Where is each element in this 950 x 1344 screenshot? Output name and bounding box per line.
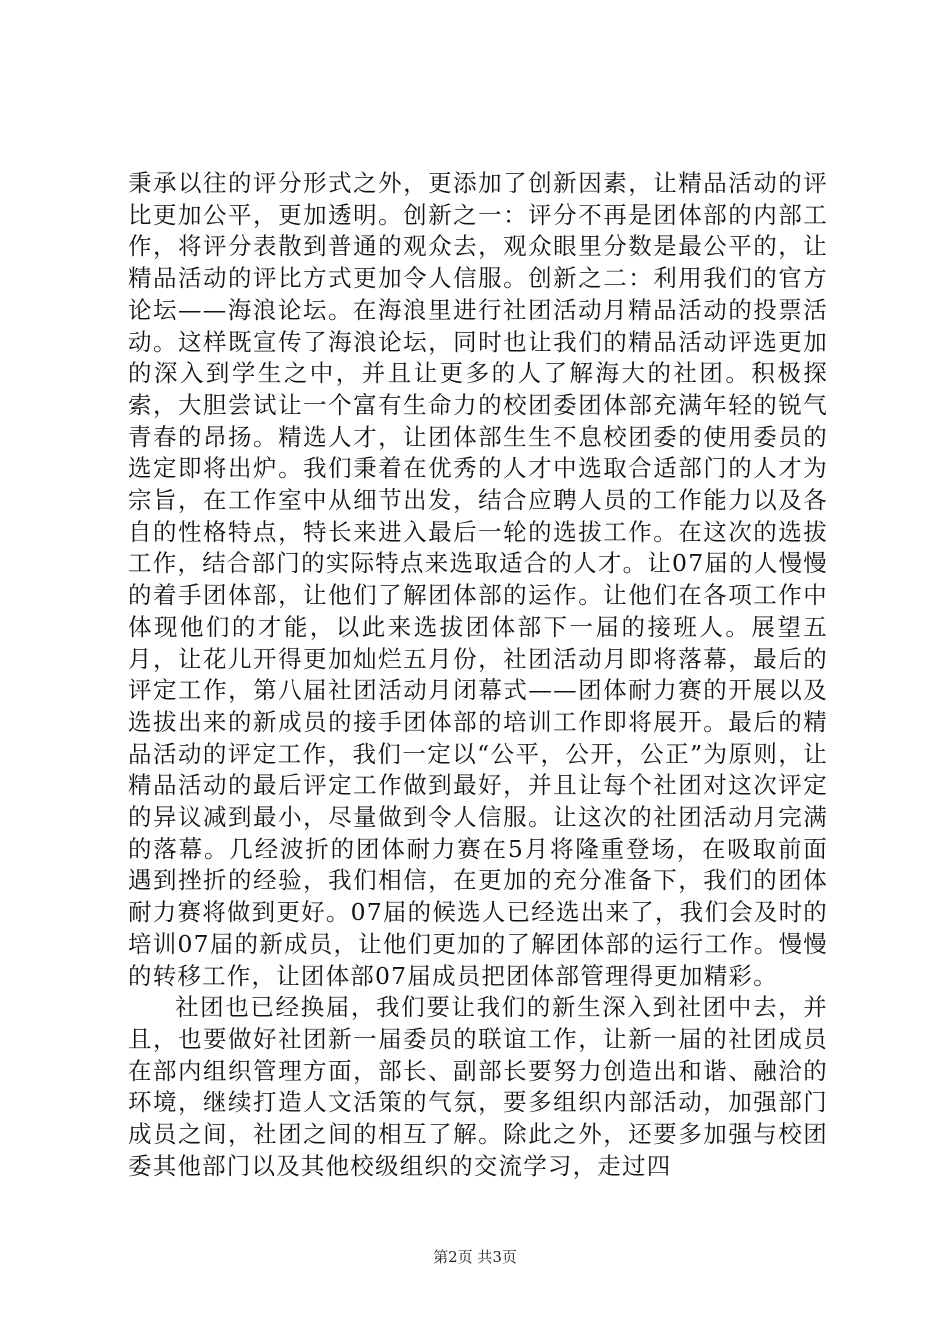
- paragraph-2: 社团也已经换届，我们要让我们的新生深入到社团中去，并且，也要做好社团新一届委员的联谊工作，让新一届的社团成员在部内组织管理方面，部长、副部长要努力创造出和谐、融洽的环境，继续打造人文活策的气氛，要多组织内部活动，加强部门成员之间，社团之间的相互了解。除此之外，还要多加强与校团委其他部门以及其他校级组织的交流学习，走过四: [128, 993, 828, 1180]
- paragraph-1: 秉承以往的评分形式之外，更添加了创新因素，让精品活动的评比更加公平，更加透明。创新之一：评分不再是团体部的内部工作，将评分表散到普通的观众去，观众眼里分数是最公平的，让精品活动的评比方式更加令人信服。创新之二：利用我们的官方论坛——海浪论坛。在海浪里进行社团活动月精品活动的投票活动。这样既宣传了海浪论坛，同时也让我们的精品活动评选更加的深入到学生之中，并且让更多的人了解海大的社团。积极探索，大胆尝试让一个富有生命力的校团委团体部充满年轻的锐气青春的昂扬。精选人才，让团体部生生不息校团委的使用委员的选定即将出炉。我们秉着在优秀的人才中选取合适部门的人才为宗旨，在工作室中从细节出发，结合应聘人员的工作能力以及各自的性格特点，特长来进入最后一轮的选拔工作。在这次的选拔工作，结合部门的实际特点来选取适合的人才。让07届的人慢慢的着手团体部，让他们了解团体部的运作。让他们在各项工作中体现他们的才能，以此来选拔团体部下一届的接班人。展望五月，让花儿开得更加灿烂五月份，社团活动月即将落幕，最后的评定工作，第八届社团活动月闭幕式——团体耐力赛的开展以及选拔出来的新成员的接手团体部的培训工作即将展开。最后的精品活动的评定工作，我们一定以“公平，公开，公正”为原则，让精品活动的最后评定工作做到最好，并且让每个社团对这次评定的异议减到最小，尽量做到令人信服。让这次的社团活动月完满的落幕。几经波折的团体耐力赛在5月将隆重登场，在吸取前面遇到挫折的经验，我们相信，在更加的充分准备下，我们的团体耐力赛将做到更好。07届的候选人已经选出来了，我们会及时的培训07届的新成员，让他们更加的了解团体部的运行工作。慢慢的转移工作，让团体部07届成员把团体部管理得更加精彩。: [128, 169, 828, 990]
- page-number-footer: 第2页 共3页: [433, 1248, 517, 1266]
- document-body: [128, 168, 828, 1183]
